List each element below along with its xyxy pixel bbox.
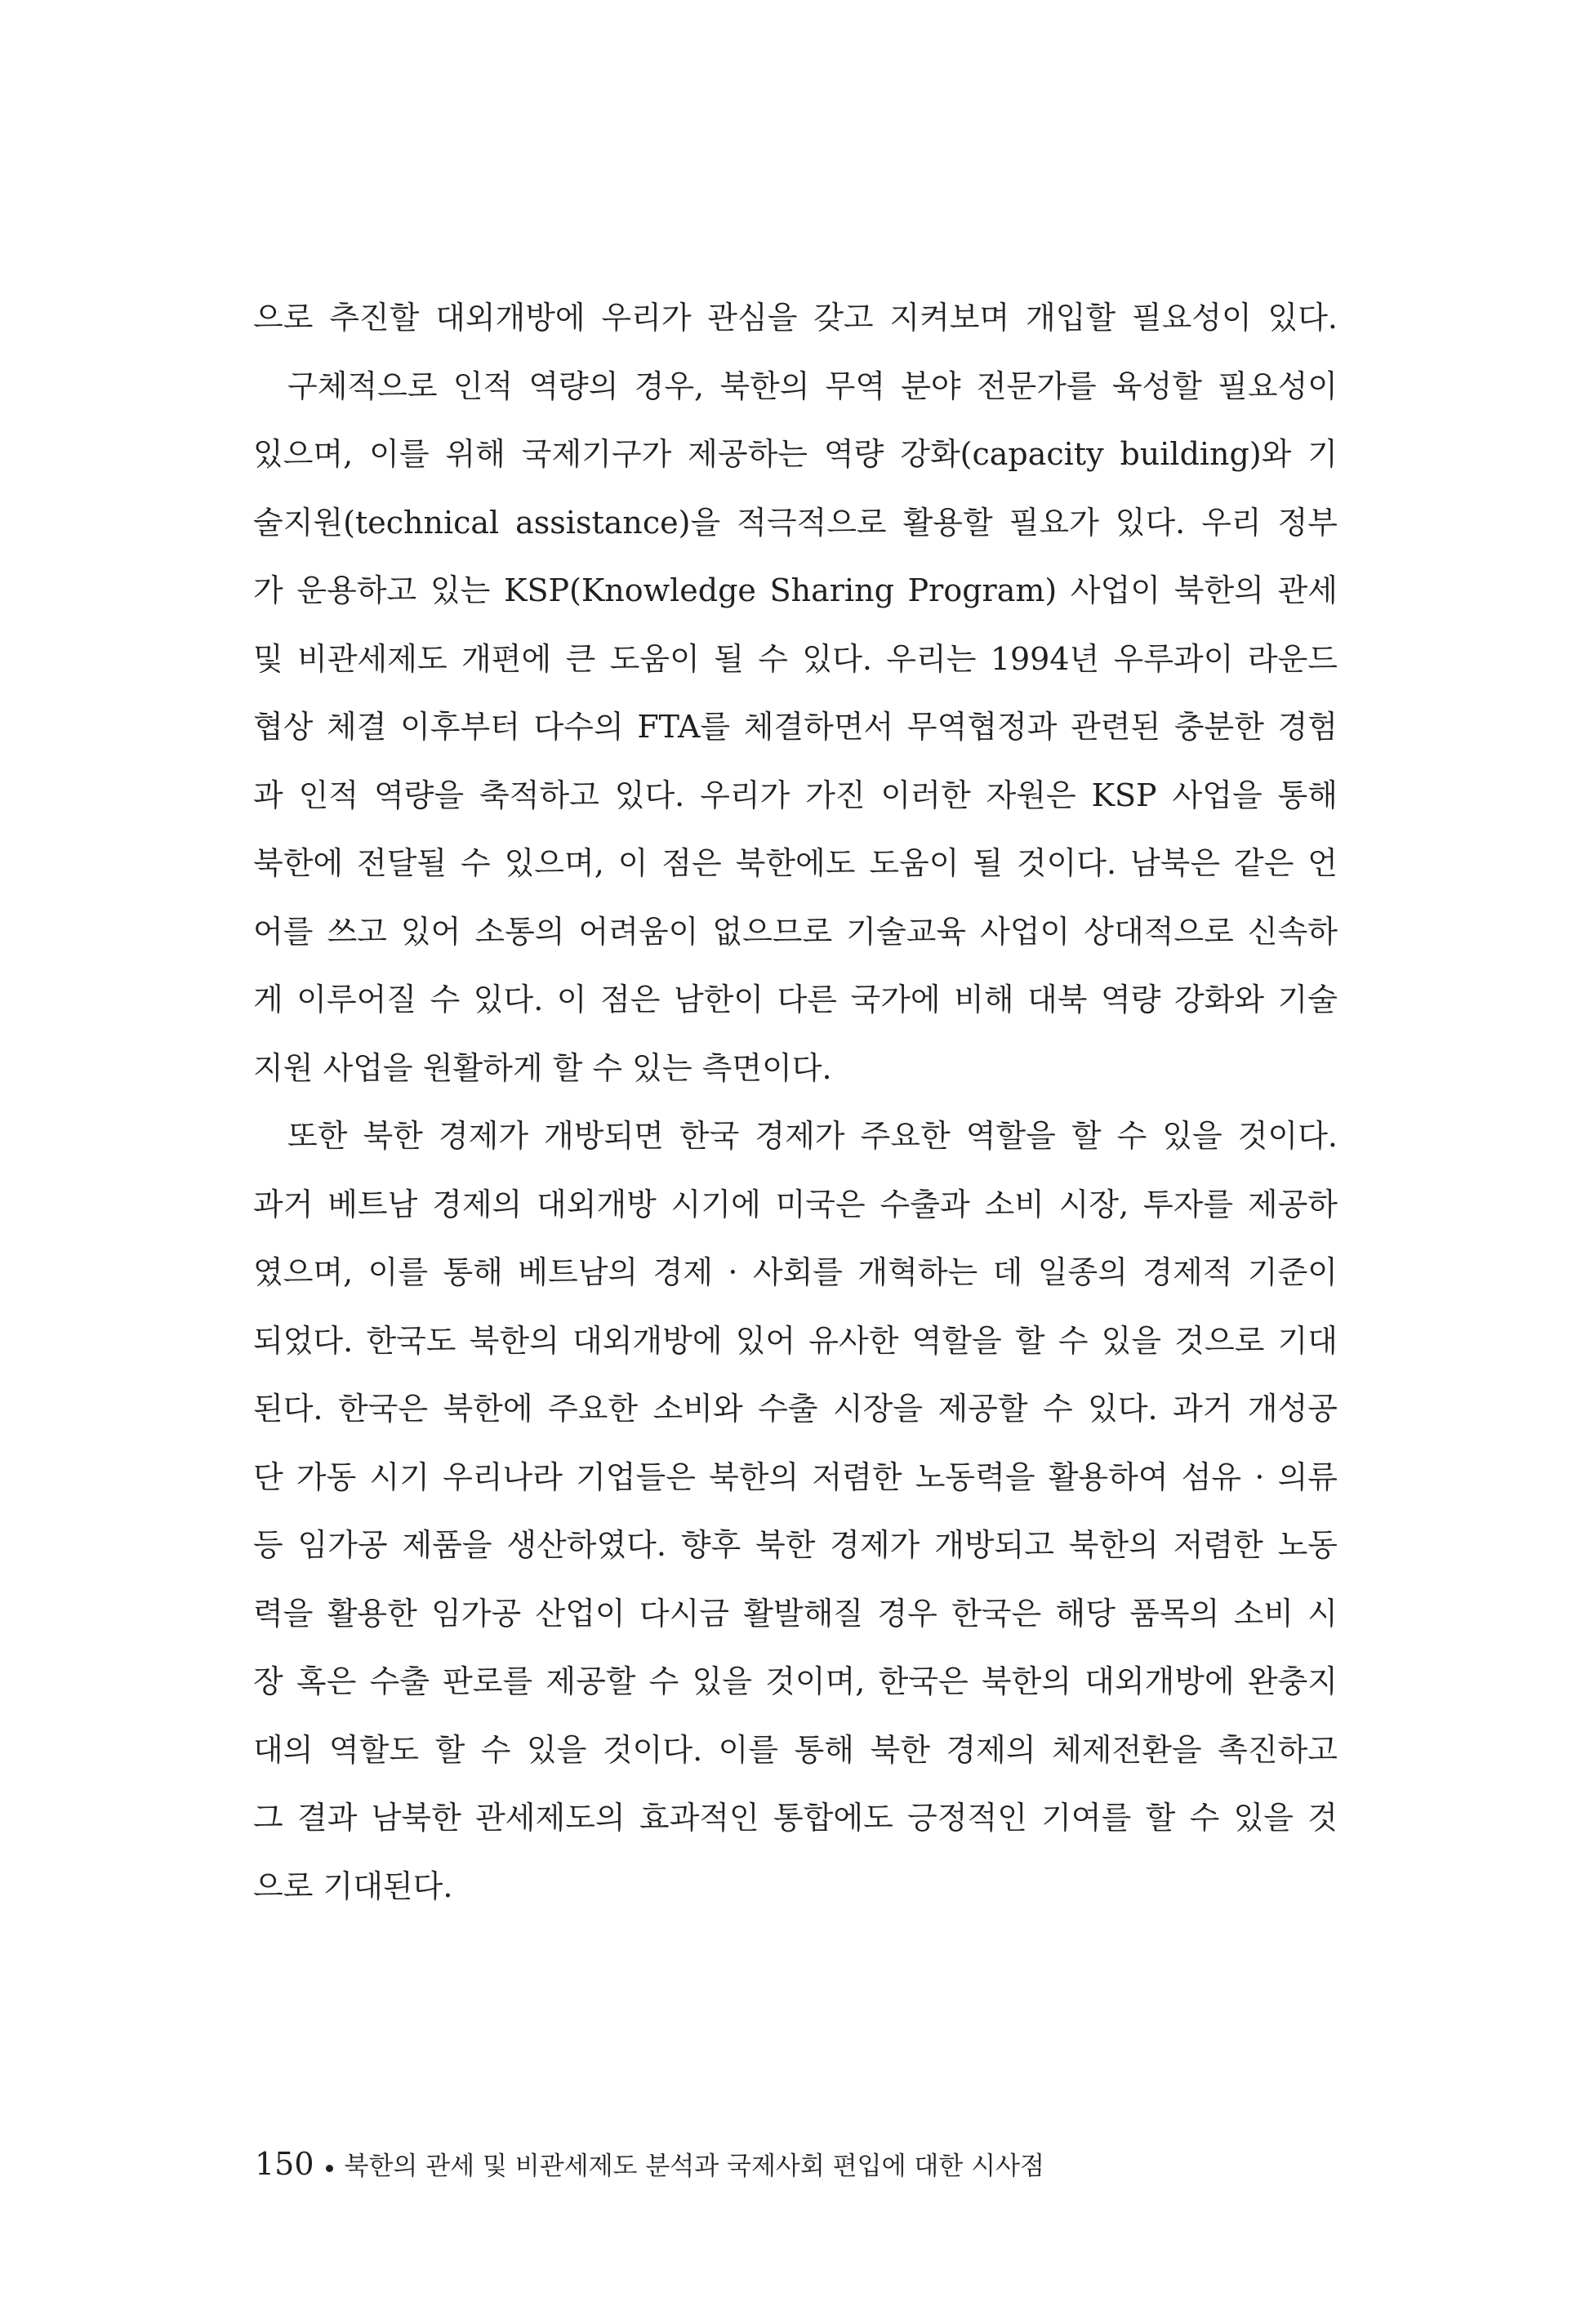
text-line: 어를 쓰고 있어 소통의 어려움이 없으므로 기술교육 사업이 상대적으로 신속하 <box>253 913 1338 950</box>
paragraph-end-line: 으로 기대된다. <box>253 1868 453 1904</box>
text-line: 장 혹은 수출 판로를 제공할 수 있을 것이며, 한국은 북한의 대외개방에 완충지 <box>253 1663 1338 1699</box>
page-footer <box>255 2141 1044 2187</box>
text-line: 협상 체결 이후부터 다수의 FTA를 체결하면서 무역협정과 관련된 충분한 경험 <box>253 709 1338 745</box>
body-text <box>253 284 1338 1921</box>
bullet-separator-icon <box>326 2165 333 2172</box>
text-line: 였으며, 이를 통해 베트남의 경제 · 사회를 개혁하는 데 일종의 경제적 기준이 <box>253 1254 1338 1290</box>
paragraph-end-line: 지원 사업을 원활하게 할 수 있는 측면이다. <box>253 1049 832 1086</box>
text-line: 그 결과 남북한 관세제도의 효과적인 통합에도 긍정적인 기여를 할 수 있을 것 <box>253 1800 1338 1836</box>
text-line: 및 비관세제도 개편에 큰 도움이 될 수 있다. 우리는 1994년 우루과이 라운드 <box>253 640 1338 677</box>
text-line: 있으며, 이를 위해 국제기구가 제공하는 역량 강화(capacity building)와 기 <box>253 436 1338 472</box>
paragraph-start-line: 또한 북한 경제가 개방되면 한국 경제가 주요한 역할을 할 수 있을 것이다. <box>287 1118 1338 1154</box>
text-line: 등 임가공 제품을 생산하였다. 향후 북한 경제가 개방되고 북한의 저렴한 노동 <box>253 1527 1338 1563</box>
running-title: 북한의 관세 및 비관세제도 분석과 국제사회 편입에 대한 시사점 <box>344 2152 1044 2181</box>
text-line: 력을 활용한 임가공 산업이 다시금 활발해질 경우 한국은 해당 품목의 소비 시 <box>253 1595 1338 1632</box>
text-line: 게 이루어질 수 있다. 이 점은 남한이 다른 국가에 비해 대북 역량 강화와 기술 <box>253 982 1338 1017</box>
paragraph-start-line: 구체적으로 인적 역량의 경우, 북한의 무역 분야 전문가를 육성할 필요성이 <box>287 367 1338 404</box>
text-line: 술지원(technical assistance)을 적극적으로 활용할 필요가 있다. 우리 정부 <box>253 504 1338 541</box>
text-line: 가 운용하고 있는 KSP(Knowledge Sharing Program) 사업이 북한의 관세 <box>253 572 1338 608</box>
text-line: 된다. 한국은 북한에 주요한 소비와 수출 시장을 제공할 수 있다. 과거 개성공 <box>253 1391 1338 1427</box>
page-number: 150 <box>255 2146 314 2182</box>
text-line: 북한에 전달될 수 있으며, 이 점은 북한에도 도움이 될 것이다. 남북은 같은 언 <box>253 845 1338 881</box>
text-line: 과 인적 역량을 축적하고 있다. 우리가 가진 이러한 자원은 KSP 사업을 통해 <box>253 777 1338 813</box>
text-line: 되었다. 한국도 북한의 대외개방에 있어 유사한 역할을 할 수 있을 것으로 기대 <box>253 1322 1338 1359</box>
text-line: 대의 역할도 할 수 있을 것이다. 이를 통해 북한 경제의 체제전환을 촉진하고 <box>253 1731 1338 1768</box>
text-line: 단 가동 시기 우리나라 기업들은 북한의 저렴한 노동력을 활용하여 섬유 · 의류 <box>253 1458 1338 1495</box>
text-line: 으로 추진할 대외개방에 우리가 관심을 갖고 지켜보며 개입할 필요성이 있다. <box>253 300 1338 336</box>
text-line: 과거 베트남 경제의 대외개방 시기에 미국은 수출과 소비 시장, 투자를 제공하 <box>253 1186 1338 1222</box>
